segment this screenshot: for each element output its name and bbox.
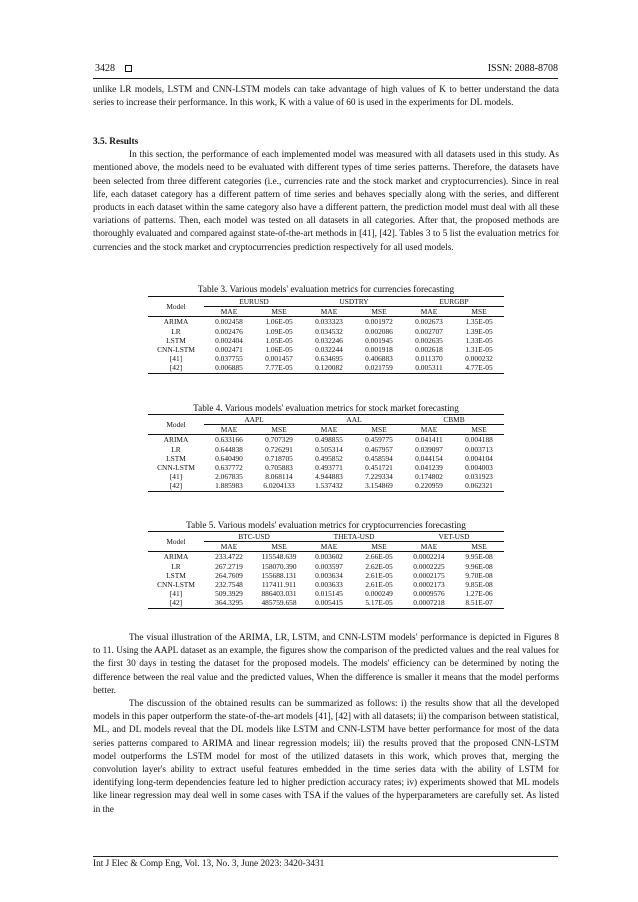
discussion-block: [93, 632, 559, 817]
metric-value-cell: 8.068114: [265, 472, 293, 482]
metric-value-cell: 155688.131: [261, 570, 297, 580]
metric-value-cell: 2.067835: [215, 472, 243, 482]
metric-value-cell: 1.35E-05: [465, 317, 493, 327]
model-name-cell: LSTM: [166, 453, 186, 463]
metric-header: MAE: [204, 307, 254, 317]
metric-value-cell: 1.33E-05: [465, 335, 493, 345]
model-name-cell: LSTM: [166, 335, 186, 345]
metric-value-cell: 0.002618: [415, 345, 443, 355]
metric-value-cell: 0.002635: [415, 335, 443, 345]
metric-value-cell: 233.4722: [215, 552, 243, 562]
metric-value-cell: 6.0204133: [254, 481, 304, 491]
group-header: THETA-USD: [304, 532, 404, 542]
table-row: [148, 589, 504, 598]
section-title: 3.5. Results: [93, 137, 139, 147]
metric-header: MAE: [304, 542, 354, 552]
metric-value-cell: 7.229334: [365, 472, 393, 482]
metric-value-cell: 0.003713: [465, 444, 493, 454]
metric-value-cell: 0.493771: [315, 463, 343, 473]
metric-header: MAE: [404, 425, 454, 435]
metric-header: MSE: [454, 307, 504, 317]
group-header: EURGBP: [404, 297, 504, 307]
model-name-cell: LSTM: [166, 570, 186, 580]
model-name-cell: [42]: [148, 363, 204, 373]
metric-value-cell: 0.002471: [215, 345, 243, 355]
metric-value-cell: 0.041239: [415, 463, 443, 473]
metric-value-cell: 0.003597: [315, 561, 343, 571]
metric-value-cell: 0.0009576: [413, 589, 445, 599]
group-header: AAPL: [204, 415, 304, 425]
group-header: AAL: [304, 415, 404, 425]
table-row: [148, 345, 504, 354]
model-name-cell: [41]: [169, 589, 183, 599]
metric-value-cell: 9.85E-08: [465, 580, 493, 590]
metric-value-cell: 7.77E-05: [254, 363, 304, 373]
metric-value-cell: 0.041411: [415, 435, 443, 445]
metric-header: MAE: [304, 307, 354, 317]
group-header: BTC-USD: [204, 532, 304, 542]
metric-value-cell: 2.66E-05: [365, 552, 393, 562]
metric-value-cell: 0.062321: [454, 481, 504, 491]
metric-header: MAE: [404, 307, 454, 317]
metric-value-cell: 8.51E-07: [454, 598, 504, 608]
model-name-cell: ARIMA: [163, 317, 189, 327]
metric-value-cell: 0.705883: [265, 463, 293, 473]
metric-value-cell: 158070.390: [261, 561, 297, 571]
metric-header: MAE: [404, 542, 454, 552]
metric-value-cell: 2.61E-05: [365, 570, 393, 580]
metric-value-cell: 0.002673: [415, 317, 443, 327]
group-header: EURUSD: [204, 297, 304, 307]
model-header: Model: [148, 532, 204, 552]
metric-header: MSE: [354, 307, 404, 317]
metric-header: MSE: [254, 542, 304, 552]
metric-value-cell: 0.002707: [415, 326, 443, 336]
metric-value-cell: 0.003633: [315, 580, 343, 590]
metric-value-cell: 0.005415: [304, 598, 354, 608]
metric-value-cell: 2.62E-05: [365, 561, 393, 571]
metric-value-cell: 0.001457: [265, 354, 293, 364]
model-name-cell: [41]: [169, 354, 183, 364]
metric-value-cell: 0.003602: [315, 552, 343, 562]
metric-value-cell: 0.005311: [404, 363, 454, 373]
metric-value-cell: 5.17E-05: [354, 598, 404, 608]
table-row: [148, 481, 504, 491]
table-3: [148, 296, 504, 374]
metric-value-cell: 0.406883: [365, 354, 393, 364]
header-rule: [93, 78, 558, 79]
issn: ISSN: 2088-8708: [487, 62, 558, 74]
metric-value-cell: 0.037755: [215, 354, 243, 364]
metric-value-cell: 1.31E-05: [465, 345, 493, 355]
results-paragraph: In this section, the performance of each implemented model was measured with all datasets used in this study. As mentioned above, the models need to be evaluated with different types of time series patterns. Therefore, the datasets have been selected from three different categories (i.e., currencies rate and the stock market and cryptocurrencies). Since in real life, each dataset category has a different pattern of time series and behaves specially along with the series, and different products in each dataset within the same category also have a different pattern, the prediction model must deal with all these variations of patterns. Then, each model was tested on all datasets in all categories. After that, the proposed methods are thoroughly evaluated and compared against state-of-the-art methods in [41], [42]. Tables 3 to 5 list the evaluation metrics for currencies and the stock market and cryptocurrencies prediction respectively for all used models.: [93, 150, 559, 253]
metric-value-cell: 0.707329: [265, 435, 293, 445]
metric-value-cell: 0.174802: [415, 472, 443, 482]
metric-header: MAE: [204, 542, 254, 552]
metric-value-cell: 0.032246: [315, 335, 343, 345]
journal-footer: Int J Elec & Comp Eng, Vol. 13, No. 3, June 2023: 3420-3431: [93, 859, 325, 869]
metric-header: MSE: [254, 425, 304, 435]
metric-value-cell: 0.458594: [365, 453, 393, 463]
metric-value-cell: 9.70E-08: [465, 570, 493, 580]
metric-value-cell: 886403.031: [261, 589, 297, 599]
metric-value-cell: 1.06E-05: [265, 317, 293, 327]
metric-value-cell: 0.644838: [215, 444, 243, 454]
metric-value-cell: 0.0007218: [404, 598, 454, 608]
group-header: CBMB: [404, 415, 504, 425]
metric-value-cell: 0.004188: [465, 435, 493, 445]
metric-value-cell: 0.031923: [465, 472, 493, 482]
table-5-caption: Table 5. Various models' evaluation metrics for cryptocurrencies forecasting: [186, 520, 466, 530]
metric-value-cell: 4.77E-05: [454, 363, 504, 373]
metric-value-cell: 0.0002175: [413, 570, 445, 580]
metric-value-cell: 0.637772: [215, 463, 243, 473]
metric-value-cell: 1.05E-05: [265, 335, 293, 345]
metric-value-cell: 0.006885: [204, 363, 254, 373]
metric-value-cell: 0.459775: [365, 435, 393, 445]
table-row: [148, 463, 504, 472]
table-4-caption: Table 4. Various models' evaluation metrics for stock market forecasting: [193, 403, 459, 413]
metric-value-cell: 232.7548: [215, 580, 243, 590]
metric-value-cell: 0.001972: [365, 317, 393, 327]
metric-value-cell: 0.726291: [265, 444, 293, 454]
table-3-caption: Table 3. Various models' evaluation metrics for currencies forecasting: [197, 284, 455, 294]
metric-value-cell: 0.718705: [265, 453, 293, 463]
page-header: [95, 60, 558, 76]
intro-block: [93, 84, 559, 110]
table-row: [148, 363, 504, 373]
model-header: Model: [148, 415, 204, 435]
square-bullet-icon: [125, 65, 132, 72]
metric-value-cell: 0.033323: [315, 317, 343, 327]
model-name-cell: [41]: [169, 472, 183, 482]
metric-value-cell: 2.61E-05: [365, 580, 393, 590]
metric-value-cell: 3.154869: [354, 481, 404, 491]
metric-value-cell: 115548.639: [261, 552, 297, 562]
metric-value-cell: 0.044154: [415, 453, 443, 463]
metric-value-cell: 0.220959: [404, 481, 454, 491]
metric-value-cell: 0.002458: [215, 317, 243, 327]
results-section: [93, 136, 559, 255]
model-header: Model: [148, 297, 204, 317]
model-name-cell: [42]: [148, 481, 204, 491]
table-row: [148, 445, 504, 454]
intro-paragraph: unlike LR models, LSTM and CNN-LSTM models can take advantage of high values of K to better understand the data series to increase their performance. In this work, K with a value of 60 is used in the experiments for DL models.: [93, 85, 559, 109]
table-4: [148, 414, 504, 492]
discussion-paragraph-1: The visual illustration of the ARIMA, LR, LSTM, and CNN-LSTM models' performance is depicted in Figures 8 to 11. Using the AAPL dataset as an example, the figures show the comparison of the predicted values and the real values for the first 30 days in testing the dataset for the proposed models. The models' efficiency can be determined by noting the difference between the real value and the predicted values, When the difference is smaller it means that the model performs better.: [93, 633, 559, 696]
metric-header: MSE: [454, 425, 504, 435]
table-row: [148, 454, 504, 463]
metric-value-cell: 0.015145: [315, 589, 343, 599]
model-name-cell: LR: [171, 444, 181, 454]
table-row: [148, 472, 504, 481]
table-5: [148, 531, 504, 609]
table-row: [148, 552, 504, 562]
metric-value-cell: 0.039097: [415, 444, 443, 454]
model-name-cell: [42]: [148, 598, 204, 608]
metric-value-cell: 1.09E-05: [265, 326, 293, 336]
metric-value-cell: 9.96E-08: [465, 561, 493, 571]
metric-value-cell: 9.95E-08: [465, 552, 493, 562]
model-name-cell: ARIMA: [163, 435, 189, 445]
metric-value-cell: 0.003634: [315, 570, 343, 580]
metric-value-cell: 0.0002173: [413, 580, 445, 590]
table-row: [148, 562, 504, 571]
footer-rule: [93, 856, 558, 857]
table-row: [148, 327, 504, 336]
discussion-paragraph-2: The discussion of the obtained results can be summarized as follows: i) the results show that all the developed models in this paper outperform the state-of-the-art models [41], [42] with all datasets; ii) the comparison between statistical, ML, and DL models reveal that the DL models like LSTM and CNN-LSTM have better performance for most of the data series patterns compared to ARIMA and linear regression models; iii) the results proved that the proposed CNN-LSTM model outperforms the LSTM model for most of the utilized datasets in this work, which proves that, merging the convolution layer's ability to extract useful features embedded in the time series data with the ability of LSTM for identifying long-term dependencies feature led to higher prediction accuracy rates; iv) experiments showed that ML models like linear regression may deal well in some cases with TSA if the values of the hyperparameters are carefully set. As listed in the: [93, 699, 559, 815]
metric-value-cell: 0.495852: [315, 453, 343, 463]
metric-header: MSE: [354, 425, 404, 435]
group-header: VET-USD: [404, 532, 504, 542]
page-number: 3428: [95, 62, 115, 74]
metric-header: MSE: [454, 542, 504, 552]
metric-value-cell: 1.39E-05: [465, 326, 493, 336]
metric-value-cell: 0.000249: [365, 589, 393, 599]
metric-value-cell: 0.002476: [215, 326, 243, 336]
metric-value-cell: 117411.911: [261, 580, 297, 590]
model-name-cell: LR: [171, 561, 181, 571]
metric-value-cell: 0.640490: [215, 453, 243, 463]
metric-value-cell: 0.634695: [315, 354, 343, 364]
model-name-cell: CNN-LSTM: [157, 463, 195, 473]
table-row: [148, 598, 504, 608]
metric-value-cell: 0.001945: [365, 335, 393, 345]
table-row: [148, 317, 504, 327]
metric-value-cell: 485759.658: [254, 598, 304, 608]
metric-value-cell: 0.467957: [365, 444, 393, 454]
metric-value-cell: 0.498855: [315, 435, 343, 445]
model-name-cell: CNN-LSTM: [157, 580, 195, 590]
metric-value-cell: 0.505314: [315, 444, 343, 454]
metric-value-cell: 0.451721: [365, 463, 393, 473]
metric-value-cell: 267.2719: [215, 561, 243, 571]
metric-value-cell: 1.06E-05: [265, 345, 293, 355]
metric-value-cell: 0.032244: [315, 345, 343, 355]
model-name-cell: LR: [171, 326, 181, 336]
model-name-cell: ARIMA: [163, 552, 189, 562]
metric-value-cell: 0.001918: [365, 345, 393, 355]
metric-value-cell: 0.002086: [365, 326, 393, 336]
group-header: USDTRY: [304, 297, 404, 307]
metric-value-cell: 0.633166: [215, 435, 243, 445]
table-row: [148, 354, 504, 363]
metric-value-cell: 0.004104: [465, 453, 493, 463]
metric-value-cell: 0.120082: [304, 363, 354, 373]
metric-value-cell: 0.021759: [354, 363, 404, 373]
metric-value-cell: 364.3295: [204, 598, 254, 608]
metric-value-cell: 264.7609: [215, 570, 243, 580]
metric-value-cell: 1.885983: [204, 481, 254, 491]
metric-header: MSE: [254, 307, 304, 317]
metric-value-cell: 0.0002225: [413, 561, 445, 571]
table-row: [148, 580, 504, 589]
metric-value-cell: 1.27E-06: [465, 589, 493, 599]
metric-value-cell: 1.537432: [304, 481, 354, 491]
table-row: [148, 336, 504, 345]
metric-header: MSE: [354, 542, 404, 552]
metric-value-cell: 509.3929: [215, 589, 243, 599]
model-name-cell: CNN-LSTM: [157, 345, 195, 355]
metric-value-cell: 0.002404: [215, 335, 243, 345]
metric-value-cell: 0.0002214: [413, 552, 445, 562]
metric-value-cell: 0.000232: [465, 354, 493, 364]
metric-header: MAE: [304, 425, 354, 435]
metric-value-cell: 0.034532: [315, 326, 343, 336]
metric-value-cell: 0.004003: [465, 463, 493, 473]
metric-value-cell: 4.944883: [315, 472, 343, 482]
table-row: [148, 571, 504, 580]
metric-header: MAE: [204, 425, 254, 435]
table-row: [148, 435, 504, 445]
metric-value-cell: 0.011370: [415, 354, 443, 364]
